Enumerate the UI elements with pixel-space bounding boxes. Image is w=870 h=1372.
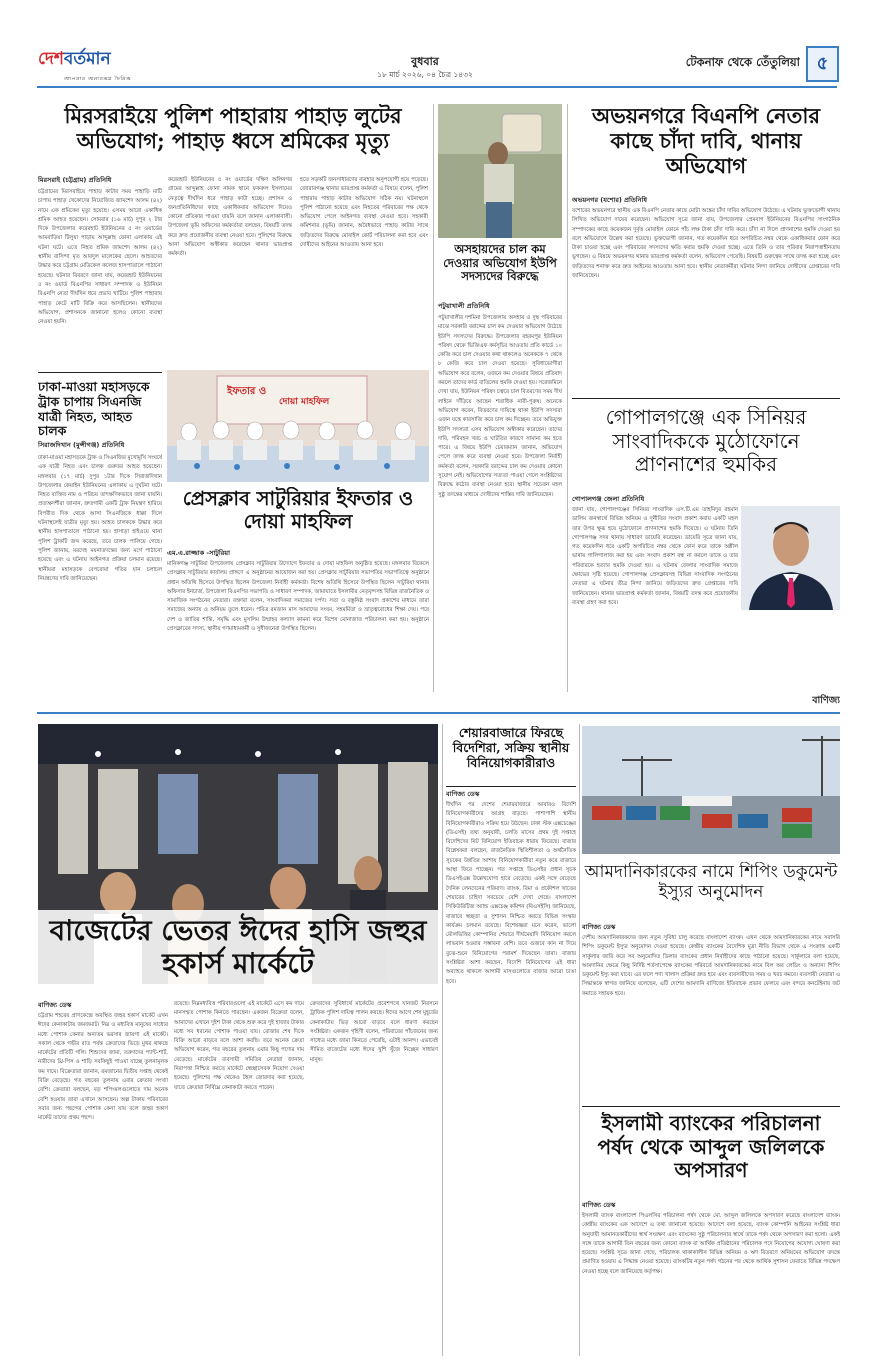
a4-headline: অভয়নগরে বিএনপি নেতার কাছে চাঁদা দাবি, থানায় অভিযোগ [591,104,821,178]
a5-rule [572,398,840,399]
journalist-photo-art [741,506,840,610]
a2-rule [38,372,162,373]
masthead-rule [37,86,837,88]
a1-body: চট্টগ্রামের মিরসরাইয়ে পাহাড় কাটার সময় পাহাড়ি মাটি চাপায় পাহাড় খেকোদের নিয়োজিত জামশেদ আলম (৪২) নামে এক শ্রমিকের মৃত্যু হয়েছে। এসময় আরো একাধিক শ্রমিক আহত হয়েছেন। সোমবার (১৬ মার্চ) দুপুর ২ টার দিকে উপজেলার করেরহাট ইউনিয়নের ৫ নং ওয়ার্ডের আমবাড়িয়া টিলুয়া পাড়ায় আব্দুল্লাহ ফোনা এলাকায় এই ঘটনা ঘটে। এতে নিহত শ্রমিক জামশেদ আলম (৪২) স্থানীয় বাসিন্দা মৃত আবদুল মালেকের ছেলে। আহতদের উদ্ধার করে চট্টগ্রাম মেডিকেল কলেজ হাসপাতালে পাঠানো হয়েছে। ঘটনার বিবরণে জানা যায়, করেরহাট ইউনিয়নের ৫ নং ওয়ার্ড বিএনপির সাধারণ সম্পাদক ও ইউনিয়ন বিএনপি নেতা দীর্ঘদিন ধরে প্রভাব খাটিয়ে পুলিশ পাহারায় পাহাড় কেটে মাটি বিক্রি করে আসছিলেন। স্থানীয়দের অভিযোগ, প্রশাসনকে জানানো হলেও কোনো ব্যবস্থা নেওয়া হয়নি। [38,189,162,326]
port-photo [582,726,840,854]
a9-byline: বাণিজ্য ডেস্ক [582,923,616,931]
rice-photo-art [438,104,562,238]
col-divider [433,104,434,692]
port-photo-art [582,726,840,854]
iftar-banner-right: দোয়া মাহফিল [279,397,330,407]
col-divider [442,724,443,1356]
a8-rule [446,786,576,787]
a7-body-col2: রয়েছে। নিম্নমধ্যবিত্ত পরিবারগুলো এই মার্কেটে এসে কম দামে মানসম্মত পোশাক কিনতে পারছেন। একজন বিক্রেতা বলেন, আমাদের এখানে দুইশ টাকা থেকে শুরু করে দুই হাজার টাকার মধ্যে সব ধরনের পোশাক পাওয়া যায়। রোজার শেষ দিকে বিক্রি আরো বাড়বে বলে আশা করছি। তবে অনেক ক্রেতা অভিযোগ করেন, গত বছরের তুলনায় এবার কিছু পণ্যের দাম বেড়েছে। মার্কেটের ব্যবসায়ী সমিতির নেতারা জানান, নিরাপত্তা নিশ্চিত করতে মার্কেটে স্বেচ্ছাসেবক নিয়োগ দেওয়া হয়েছে। পুলিশের পক্ষ থেকেও টহল জোরদার করা হয়েছে, যাতে ক্রেতারা নির্বিঘ্নে কেনাকাটা করতে পারেন। [174,1001,304,1091]
a6-headline: প্রেসক্লাব সাটুরিয়ার ইফতার ও দোয়া মাহফিল [182,487,414,533]
a10-byline: বাণিজ্য ডেস্ক [582,1201,616,1209]
a3-headline: অসহায়দের চাল কম দেওয়ার অভিযোগ ইউপি সদস্যদের বিরুদ্ধে [443,243,557,284]
a10-rule [582,1106,840,1107]
a8-headline: শেয়ারবাজারে ফিরছে বিদেশিরা, সক্রিয় স্থানীয় বিনিয়োগকারীরাও [452,726,570,770]
a1-body-col3: হতে সড়কটি জনসাধারণের ব্যবহার অনুপযোগী হয়ে পড়েছে। জোরারগঞ্জ থানার ভারপ্রাপ্ত কর্মকর্তা এ বিষয়ে বলেন, পুলিশ পাহারায় পাহাড় কাটার অভিযোগ সঠিক নয়। ঘটনাস্থলে পুলিশ পাঠানো হয়েছে এবং নিহতের পরিবারের পক্ষ থেকে অভিযোগ পেলে আইনগত ব্যবস্থা নেওয়া হবে। সহকারী কমিশনার (ভূমি) জানান, অবৈধভাবে পাহাড় কাটার সাথে জড়িতদের বিরুদ্ধে মোবাইল কোর্ট পরিচালনা করা হবে এবং দোষীদের আইনের আওতায় আনা হবে। [300,177,428,249]
date-line: ১৮ মার্চ ২০২৬, ০৪ চৈত্র ১৪৩২ [377,70,473,79]
a3-body: পটুয়াখালীর দশমিনা উপজেলায় অসহায় ও দুস্থ পরিবারের মাঝে সরকারি বরাদ্দের চাল কম দেওয়ার অভিযোগ উঠেছে ইউপি সদস্যদের বিরুদ্ধে। উপজেলার বহরমপুর ইউনিয়ন পরিষদ থেকে ভিজিএফ কর্মসূচির আওতায় প্রতি কার্ডে ১০ কেজি করে চাল দেওয়ার কথা থাকলেও অনেককে ৭ থেকে ৮ কেজি করে চাল দেওয়া হয়েছে। সুবিধাভোগীরা অভিযোগ করে বলেন, ওজনে কম দেওয়ার বিষয়ে প্রতিবাদ করলে তাদের কার্ড বাতিলের হুমকি দেওয়া হয়। সরেজমিনে দেখা যায়, ইউনিয়ন পরিষদ চত্বরে চাল বিতরণের সময় দীর্ঘ লাইনে দাঁড়িয়ে আছেন শতাধিক নারী-পুরুষ। অনেকে অভিযোগ করেন, বিতরণের দায়িত্বে থাকা ইউপি সদস্যরা ওজন যন্ত্রে কারসাজি করে চাল কম দিচ্ছেন। তবে অভিযুক্ত ইউপি সদস্যরা এসব অভিযোগ অস্বীকার করেছেন। তাদের দাবি, পরিবহন খরচ ও ঘাটতির কারণে সামান্য কম হতে পারে। এ বিষয়ে ইউপি চেয়ারম্যান জানান, অভিযোগ পেলে তদন্ত করে ব্যবস্থা নেওয়া হবে। উপজেলা নির্বাহী কর্মকর্তা বলেন, সরকারি বরাদ্দের চাল কম দেওয়ার কোনো সুযোগ নেই। অভিযোগের সত্যতা পাওয়া গেলে সংশ্লিষ্টদের বিরুদ্ধে কঠোর ব্যবস্থা নেওয়া হবে। স্থানীয় সচেতন মহল সুষ্ঠু তদন্তের মাধ্যমে দোষীদের শাস্তির দাবি জানিয়েছেন। [438,315,562,498]
a7-headline: বাজেটের ভেতর ঈদের হাসি জহুর হকার্স মার্কেটে [38,910,438,990]
logo-word-desh: দেশ [38,49,64,69]
journalist-photo [741,506,840,610]
a2-body: ঢাকা-মাওয়া মহাসড়কে ট্রাক ও সিএনজির মুখোমুখি সংঘর্ষে এক যাত্রী নিহত এবং চালক গুরুতর আহত হয়েছেন। মঙ্গলবার (১৭ মার্চ) দুপুর ১টার দিকে সিরাজদিখান উপজেলার কেয়াইন ইউনিয়নের এলাকায় এ দুর্ঘটনা ঘটে। নিহত ব্যক্তির নাম ও পরিচয় তাৎক্ষণিকভাবে জানা যায়নি। প্রত্যক্ষদর্শীরা জানান, দ্রুতগামী একটি ট্রাক নিয়ন্ত্রণ হারিয়ে বিপরীত দিক থেকে আসা সিএনজিকে ধাক্কা দিলে ঘটনাস্থলেই যাত্রীর মৃত্যু হয়। আহত চালককে উদ্ধার করে স্থানীয় হাসপাতালে পাঠানো হয়। হাসাড়া হাইওয়ে থানা পুলিশ ট্রাকটি জব্দ করেছে, তবে চালক পালিয়ে গেছে। পুলিশ জানায়, মরদেহ ময়নাতদন্তের জন্য মর্গে পাঠানো হয়েছে এবং এ ঘটনায় আইনগত প্রক্রিয়া চলমান রয়েছে। স্থানীয়রা মহাসড়কে বেপরোয়া গতির যান চলাচল নিয়ন্ত্রণের দাবি জানিয়েছেন। [38,455,162,582]
a4-byline: অভয়নগর (যশোর) প্রতিনিধি [572,196,647,204]
logo-word-bortoman: বর্তমান [63,49,111,69]
a1-body-col2: করেরহাট ইউনিয়নের ৫ নং ওয়ার্ডের দক্ষিণ অলিনগর গ্রামের আব্দুল্লাহ ফোনা নামক স্থানে ফকরুল ইসলামের নেতৃত্বে দীর্ঘদিন ধরে পাহাড় কাটা হচ্ছে। প্রশাসন ও জনপ্রতিনিধিদের কাছে একাধিকবার অভিযোগ দিয়েও কোনো প্রতিকার পাওয়া যায়নি বলে জানান এলাকাবাসী। উপজেলা ভূমি অফিসের কর্মকর্তারা বলছেন, বিষয়টি তদন্ত করে দ্রুত প্রয়োজনীয় ব্যবস্থা নেওয়া হবে। পুলিশের বিরুদ্ধে আনা অভিযোগ অস্বীকার করেছেন থানার ভারপ্রাপ্ত কর্মকর্তা। [168,177,292,258]
a7-byline: বাণিজ্য ডেস্ক [38,1001,72,1009]
a1-byline: মিরসরাই (চট্টগ্রাম) প্রতিনিধি [38,176,112,184]
a3-byline: পটুয়াখালী প্রতিনিধি [438,302,490,310]
iftar-photo [167,370,429,482]
iftar-photo-art [167,370,429,482]
page-number: ৫ [816,53,829,74]
a6-body: মানিকগঞ্জ সাটুরিয়া উপজেলায় প্রেসক্লাব সাটুরিয়ার উদ্যোগে ইফতার ও দোয়া মাহফিল অনুষ্ঠিত হয়েছে। মঙ্গলবার বিকেলে প্রেসক্লাব সাটুরিয়ার কার্যালয় প্রাঙ্গণে এ অনুষ্ঠানের আয়োজন করা হয়। প্রেসক্লাব সাটুরিয়ার সভাপতির সভাপতিত্বে অনুষ্ঠানে প্রধান অতিথি হিসেবে উপস্থিত ছিলেন উপজেলা নির্বাহী কর্মকর্তা। বিশেষ অতিথি হিসেবে উপস্থিত ছিলেন সাটুরিয়া থানার অফিসার ইনচার্জ, উপজেলা বিএনপির সভাপতি ও সাধারণ সম্পাদক, জামায়াতে ইসলামীর নেতৃবৃন্দসহ বিভিন্ন রাজনৈতিক ও সামাজিক সংগঠনের নেতারা। বক্তারা বলেন, সাংবাদিকরা সমাজের দর্পণ। সত্য ও বস্তুনিষ্ঠ সংবাদ প্রকাশের মাধ্যমে তারা সমাজের অন্যায় ও অনিয়ম তুলে ধরেন। পবিত্র রমজান মাস আমাদের সংযম, সহমর্মিতা ও ভ্রাতৃত্ববোধের শিক্ষা দেয়। পরে দেশ ও জাতির শান্তি, সমৃদ্ধি এবং মুসলিম উম্মাহর কল্যাণ কামনা করে বিশেষ মোনাজাত পরিচালনা করা হয়। অনুষ্ঠানে প্রেসক্লাবের সদস্য, স্থানীয় গণমাধ্যমকর্মী ও সুধীজনেরা উপস্থিত ছিলেন। [167,561,429,633]
a7-body-col3: ক্রেতাদের সুবিধার্থে মার্কেটের প্রবেশপথে যানজট নিরসনে ট্রাফিক পুলিশ দায়িত্ব পালন করছে। ঈদের আগে শেষ মুহূর্তের কেনাকাটায় ভিড় আরো বাড়বে বলে ধারণা করছেন সংশ্লিষ্টরা। একজন গৃহিণী বলেন, পরিবারের পাঁচজনের জন্য সাধ্যের মধ্যে জামা কিনতে পেরেছি, এটাই আনন্দ। এভাবেই সীমিত বাজেটের মধ্যে ঈদের খুশি খুঁজে নিচ্ছেন সাধারণ মানুষ। [310,1001,438,1063]
logo-tagline: আপনার অন্যরকম দৈনিক [64,76,131,80]
section-label: বাণিজ্য [812,695,840,706]
a5-headline: গোপালগঞ্জে এক সিনিয়র সাংবাদিককে মুঠোফোনে প্রাণনাশের হুমকির [605,406,807,477]
a10-headline: ইসলামী ব্যাংকের পরিচালনা পর্ষদ থেকে আব্দুল জলিলকে অপসারণ [597,1112,825,1183]
rice-photo [438,104,562,238]
iftar-banner-left: ইফতার ও [227,386,267,397]
a4-body: যশোরের অভয়নগরে স্থানীয় এক বিএনপি নেতার কাছে মোটা অঙ্কের চাঁদা দাবির অভিযোগ উঠেছে। এ ঘটনায় ভুক্তভোগী থানায় লিখিত অভিযোগ দায়ের করেছেন। অভিযোগ সূত্রে জানা যায়, উপজেলার প্রেমবাগ ইউনিয়নের বিএনপির সাংগঠনিক সম্পাদকের কাছে কয়েকজন দুর্বৃত্ত মোবাইল ফোনে পাঁচ লক্ষ টাকা চাঁদা দাবি করে। চাঁদা না দিলে প্রাণনাশের হুমকি দেওয়া হয় বলে অভিযোগে উল্লেখ করা হয়েছে। ভুক্তভোগী জানান, গত কয়েকদিন ধরে অপরিচিত নম্বর থেকে একাধিকবার ফোন করে টাকা চাওয়া হচ্ছে এবং পরিবারের সদস্যদের ক্ষতি করার হুমকি দেওয়া হচ্ছে। এতে তিনি ও তার পরিবার নিরাপত্তাহীনতায় ভুগছেন। এ বিষয়ে অভয়নগর থানার ভারপ্রাপ্ত কর্মকর্তা বলেন, অভিযোগ পেয়েছি। বিষয়টি গুরুত্বের সাথে তদন্ত করা হচ্ছে এবং জড়িতদের শনাক্ত করে দ্রুত আইনের আওতায় আনা হবে। স্থানীয় নেতাকর্মীরা ঘটনার নিন্দা জানিয়ে দোষীদের গ্রেপ্তারের দাবি জানিয়েছেন। [572,208,840,280]
section-name: টেকনাফ থেকে তেঁতুলিয়া [685,55,800,69]
a6-byline: এম.এ.রাজ্জাক -সাটুরিয়া [167,549,230,557]
a9-body: দেশীয় আমদানিকারকদের জন্য নতুন সুবিধা চালু করেছে বাংলাদেশ ব্যাংক। এখন থেকে আমদানিকারকের নামে সরাসরি শিপিং ডকুমেন্ট ইস্যুর অনুমোদন দেওয়া হয়েছে। কেন্দ্রীয় ব্যাংকের বৈদেশিক মুদ্রা নীতি বিভাগ থেকে এ সংক্রান্ত একটি সার্কুলার জারি করে সব অনুমোদিত ডিলার ব্যাংকের প্রধান নির্বাহীদের কাছে পাঠানো হয়েছে। সার্কুলারে বলা হয়েছে, আমদানির ক্ষেত্রে কিছু নির্দিষ্ট শর্তসাপেক্ষে ব্যাংকের পরিবর্তে আমদানিকারকের নামে বিল অব লেডিং ও অন্যান্য শিপিং ডকুমেন্ট ইস্যু করা যাবে। এর ফলে পণ্য খালাস প্রক্রিয়া দ্রুত হবে এবং ব্যবসায়ীদের সময় ও খরচ কমবে। ব্যবসায়ী নেতারা এ সিদ্ধান্তকে স্বাগত জানিয়ে বলেছেন, এটি দেশের আমদানি বাণিজ্যে ইতিবাচক প্রভাব ফেলবে এবং বন্দরে কনটেইনার জট কমাতে সহায়ক হবে। [582,935,840,997]
a2-byline: সিরাজদিখান (মুন্সীগঞ্জ) প্রতিনিধি [38,441,125,449]
weekday: বুধবার [411,55,439,68]
a8-byline: বাণিজ্য ডেস্ক [446,790,480,798]
a5-byline: গোপালগঞ্জ জেলা প্রতিনিধি [572,495,645,503]
a8-body: দীর্ঘদিন পর দেশের শেয়ারবাজারে আবারও বিদেশি বিনিয়োগকারীদের আগ্রহ বাড়ছে। পাশাপাশি স্থানীয় বিনিয়োগকারীরাও সক্রিয় হয়ে উঠছেন। ঢাকা স্টক এক্সচেঞ্জের (ডিএসই) তথ্য অনুযায়ী, চলতি মাসের প্রথম দুই সপ্তাহে বিদেশিদের নিট বিনিয়োগ ইতিবাচক ধারায় ফিরেছে। বাজার বিশ্লেষকরা বলছেন, রাজনৈতিক স্থিতিশীলতা ও অর্থনৈতিক সূচকের উন্নতির আশায় বিনিয়োগকারীরা নতুন করে বাজারে আস্থা ফিরে পাচ্ছেন। গত সপ্তাহে ডিএসইর প্রধান সূচক ডিএসইএক্স উল্লেখযোগ্য হারে বেড়েছে। একই সঙ্গে বেড়েছে দৈনিক লেনদেনের পরিমাণ। ব্যাংক, বিমা ও প্রকৌশল খাতের শেয়ারের চাহিদা সবচেয়ে বেশি দেখা গেছে। বাংলাদেশ সিকিউরিটিজ অ্যান্ড এক্সচেঞ্জ কমিশন (বিএসইসি) জানিয়েছে, বাজারে স্বচ্ছতা ও সুশাসন নিশ্চিত করতে বিভিন্ন সংস্কার কার্যক্রম চলমান রয়েছে। বিশেষজ্ঞরা মনে করেন, ভালো মৌলভিত্তির কোম্পানির শেয়ারে দীর্ঘমেয়াদি বিনিয়োগ করলে লাভবান হওয়ার সম্ভাবনা বেশি। তবে গুজবে কান না দিয়ে বুঝে-শুনে বিনিয়োগের পরামর্শ দিয়েছেন তারা। বাজার সংশ্লিষ্টরা আশা করছেন, বিদেশি বিনিয়োগের এই ধারা অব্যাহত থাকলে আগামী মাসগুলোতে বাজার আরো চাঙা হবে। [446,802,576,985]
logo [38,46,148,80]
page-number-box [806,46,839,82]
col-divider [579,724,580,1356]
bottom-band-rule [37,712,840,714]
a9-headline: আমদানিকারকের নামে শিপিং ডকুমেন্ট ইস্যুর অনুমোদন [584,862,838,903]
a7-body-col1: চট্টগ্রাম শহরের প্রাণকেন্দ্রে অবস্থিত জহুর হকার্স মার্কেট এখন ঈদের কেনাকাটায় জমজমাট। নিম্ন ও মধ্যবিত্ত মানুষের সাধ্যের মধ্যে পোশাক কেনার অন্যতম ভরসার জায়গা এই মার্কেট। সকাল থেকে গভীর রাত পর্যন্ত ক্রেতাদের ভিড়ে মুখর থাকছে মার্কেটের প্রতিটি গলি। শিশুদের জামা, তরুণদের প্যান্ট-শার্ট, নারীদের থ্রি-পিস ও শাড়ি সবকিছুই পাওয়া যাচ্ছে তুলনামূলক কম দামে। বিক্রেতারা জানান, রমজানের দ্বিতীয় সপ্তাহ থেকেই বিক্রি বেড়েছে। গত বছরের তুলনায় এবার ক্রেতার সংখ্যা বেশি। ক্রেতারা বলছেন, বড় শপিংমলগুলোতে দাম অনেক বেশি হওয়ায় তারা এখানে আসছেন। অল্প টাকায় পরিবারের সবার জন্য পছন্দের পোশাক কেনা যায় বলে জহুর হকার্স মার্কেট তাদের প্রথম পছন্দ। [38,1013,168,1122]
a5-body-left: জানা যায়, গোপালগঞ্জের সিনিয়র সাংবাদিক এস.টি.এম তাহমিদুর রহমান ডালিম জনস্বার্থে বিভিন্ন অনিয়ম ও দুর্নীতির সংবাদ প্রকাশ করায় একটি মহল তার উপর ক্ষুব্ধ হয়ে মুঠোফোনে প্রাণনাশের হুমকি দিয়েছে। এ ঘটনায় তিনি গোপালগঞ্জ সদর থানায় সাধারণ ডায়েরি করেছেন। ডায়েরি সূত্রে জানা যায়, গত কয়েকদিন ধরে একটি অপরিচিত নম্বর থেকে ফোন করে তাকে অশ্লীল ভাষায় গালিগালাজ করা হয় এবং সংবাদ প্রকাশ বন্ধ না করলে তাকে ও তার পরিবারকে হত্যার হুমকি দেওয়া হয়। এ ঘটনায় জেলার সাংবাদিক সমাজে ক্ষোভের সৃষ্টি হয়েছে। গোপালগঞ্জ প্রেসক্লাবসহ বিভিন্ন সাংবাদিক সংগঠনের নেতারা এ ঘটনার তীব্র নিন্দা জানিয়ে জড়িতদের দ্রুত গ্রেপ্তারের দাবি জানিয়েছেন। থানার ভারপ্রাপ্ত কর্মকর্তা জানান, বিষয়টি তদন্ত করে প্রয়োজনীয় ব্যবস্থা গ্রহণ করা হবে। [572,507,738,606]
masthead [0,0,870,100]
col-divider [567,104,568,692]
a10-body: ইসলামী ব্যাংক বাংলাদেশ পিএলসির পরিচালনা পর্ষদ থেকে মো. আব্দুল জলিলকে অপসারণ করেছে বাংলাদেশ ব্যাংক। কেন্দ্রীয় ব্যাংকের এক আদেশে এ তথ্য জানানো হয়েছে। আদেশে বলা হয়েছে, ব্যাংক কোম্পানি আইনের সংশ্লিষ্ট ধারা অনুযায়ী আমানতকারীদের স্বার্থ সংরক্ষণ এবং ব্যাংকের সুষ্ঠু পরিচালনার স্বার্থে তাকে পর্ষদ থেকে অপসারণ করা হলো। একই সঙ্গে তাকে আগামী তিন বছরের জন্য কোনো ব্যাংক বা আর্থিক প্রতিষ্ঠানের পরিচালক পদে নিয়োগের অযোগ্য ঘোষণা করা হয়েছে। সংশ্লিষ্ট সূত্রে জানা গেছে, পরিচালক থাকাকালীন বিভিন্ন অনিয়ম ও ঋণ বিতরণে অনিয়মের অভিযোগ তদন্তে প্রমাণিত হওয়ায় এ সিদ্ধান্ত নেওয়া হয়েছে। ব্যাংকটির নতুন পর্ষদ গঠনের পর থেকে আর্থিক সুশাসন ফেরাতে বিভিন্ন পদক্ষেপ নেওয়া হচ্ছে বলে জানিয়েছে কর্তৃপক্ষ। [582,1213,840,1275]
a2-headline: ঢাকা-মাওয়া মহাসড়কে ট্রাক চাপায় সিএনজি যাত্রী নিহত, আহত চালক [38,380,150,438]
a1-headline: মিরসরাইয়ে পুলিশ পাহারায় পাহাড় লুটের অভিযোগ; পাহাড় ধ্বসে শ্রমিকের মৃত্যু [64,104,402,153]
